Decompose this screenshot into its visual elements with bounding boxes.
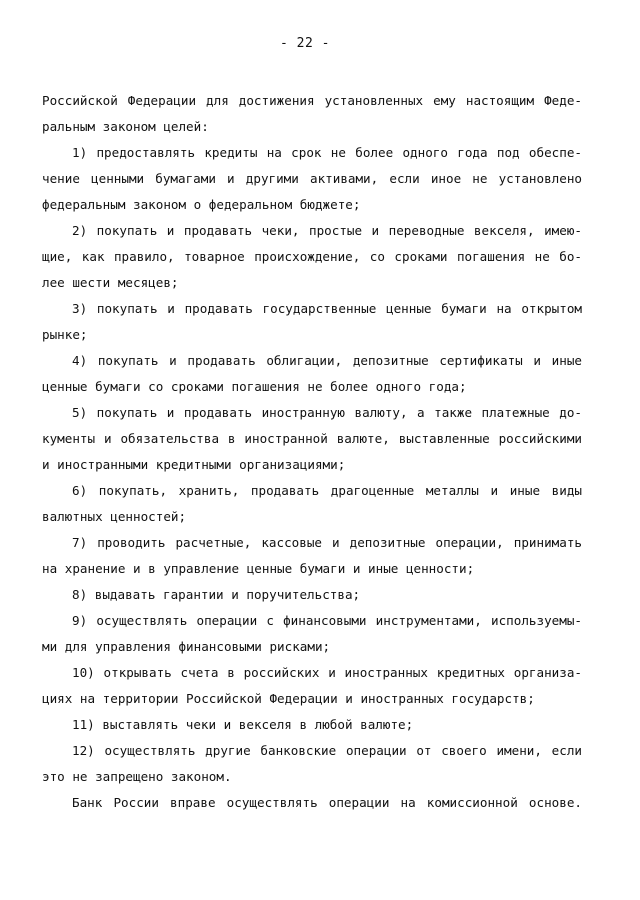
text-line: это не запрещено законом. [42,769,232,784]
text-line: ральным законом целей: [42,119,209,134]
text-line: щие, как правило, товарное происхождение, со сроками погашения не бо- [42,249,582,264]
text-line: 5) покупать и продавать иностранную валюту, а также платежные до- [72,405,582,420]
text-line: 3) покупать и продавать государственные ценные бумаги на открытом [72,301,582,316]
text-line: 11) выставлять чеки и векселя в любой валюте; [72,717,414,732]
text-line: ми для управления финансовыми рисками; [42,639,331,654]
text-line: 7) проводить расчетные, кассовые и депозитные операции, принимать [72,535,582,550]
text-line: 8) выдавать гарантии и поручительства; [72,587,361,602]
text-line: 10) открывать счета в российских и иностранных кредитных организа- [72,665,582,680]
text-line: на хранение и в управление ценные бумаги и иные ценности; [42,561,475,576]
text-line: федеральным законом о федеральном бюджете; [42,197,361,212]
text-line: и иностранными кредитными организациями; [42,457,346,472]
text-line: 6) покупать, хранить, продавать драгоценные металлы и иные виды [72,483,582,498]
text-line: Банк России вправе осуществлять операции на комиссионной основе. [72,795,582,810]
text-line: рынке; [42,327,88,342]
text-line: валютных ценностей; [42,509,187,524]
text-line: циях на территории Российской Федерации и иностранных государств; [42,691,535,706]
text-line: 2) покупать и продавать чеки, простые и переводные векселя, имею- [72,223,582,238]
text-line: кументы и обязательства в иностранной валюте, выставленные российскими [42,431,582,446]
text-line: 9) осуществлять операции с финансовыми инструментами, используемы- [72,613,582,628]
text-line: Российской Федерации для достижения установленных ему настоящим Феде- [42,93,582,108]
text-line: 1) предоставлять кредиты на срок не более одного года под обеспе- [72,145,582,160]
text-line: 4) покупать и продавать облигации, депозитные сертификаты и иные [72,353,582,368]
text-line: чение ценными бумагами и другими активами, если иное не установлено [42,171,582,186]
text-line: лее шести месяцев; [42,275,179,290]
text-line: 12) осуществлять другие банковские операции от своего имени, если [72,743,582,758]
text-line: ценные бумаги со сроками погашения не более одного года; [42,379,467,394]
page-number: - 22 - [280,36,330,51]
body-text [42,88,582,816]
